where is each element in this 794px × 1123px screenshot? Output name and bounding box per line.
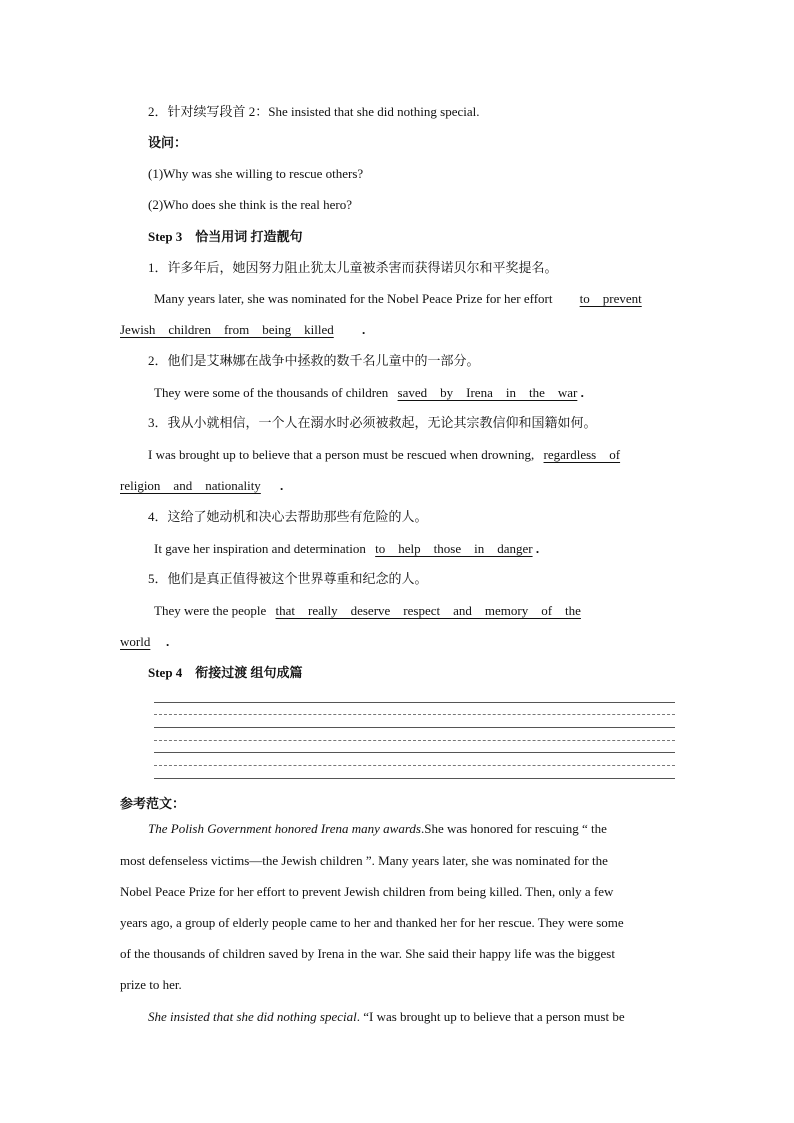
item3-end: . <box>280 478 284 493</box>
step4-title: Step 4 衔接过渡 组句成篇 <box>148 665 303 680</box>
item3-answer-line1: regardless of <box>543 447 621 462</box>
ref-p1-line5: of the thousands of children saved by Irena in the war. She said their happy life was the biggest <box>120 946 615 961</box>
ask-label: 设问： <box>148 135 188 150</box>
q2-heading: 2．针对续写段首 2：She insisted that she did nothing special. <box>148 104 480 119</box>
item1-cn: 1．许多年后，她因努力阻止犹太儿童被杀害而获得诺贝尔和平奖提名。 <box>148 260 558 275</box>
item1-prefix: Many years later, she was nominated for the Nobel Peace Prize for her effort <box>154 291 553 306</box>
question-1: (1)Why was she willing to rescue others? <box>148 166 364 181</box>
item1-answer-line2: Jewish children from being killed <box>120 322 334 337</box>
item5-prefix: They were the people <box>154 603 267 618</box>
ref-p1-line4: years ago, a group of elderly people came to her and thanked her for her rescue. They were some <box>120 915 624 930</box>
item2-en <box>120 384 709 402</box>
ref-p2-line1 <box>120 1008 703 1026</box>
ref-p1-italic: The Polish Government honored Irena many awards <box>148 821 421 836</box>
item3-answer-line2: religion and nationality <box>120 478 261 493</box>
writing-line-6 <box>154 765 675 766</box>
item4-prefix: It gave her inspiration and determination <box>154 541 366 556</box>
writing-line-4 <box>154 740 675 741</box>
ref-p1-line1-rest: .She was honored for rescuing “ the <box>420 821 607 836</box>
item5-end: . <box>166 634 170 649</box>
writing-line-1 <box>154 702 675 703</box>
item4-end: . <box>535 541 540 556</box>
step3-title: Step 3 恰当用词 打造靓句 <box>148 229 303 244</box>
question-2: (2)Who does she think is the real hero? <box>148 197 352 212</box>
item1-en <box>120 290 709 308</box>
ref-p1-line6: prize to her. <box>120 977 182 992</box>
item3-cn: 3．我从小就相信，一个人在溺水时必须被救起，无论其宗教信仰和国籍如何。 <box>148 415 597 430</box>
writing-line-5 <box>154 752 675 753</box>
item2-cn: 2．他们是艾琳娜在战争中拯救的数千名儿童中的一部分。 <box>148 353 480 368</box>
item2-prefix: They were some of the thousands of children <box>154 385 389 400</box>
item2-answer: saved by Irena in the war <box>397 385 578 400</box>
writing-line-2 <box>154 714 675 715</box>
ref-p2-italic: She insisted that she did nothing special <box>148 1009 357 1024</box>
item1-end: . <box>362 322 366 337</box>
item2-end: . <box>580 385 584 400</box>
item3-en-cont <box>120 477 675 495</box>
item1-en-cont <box>120 321 675 339</box>
ref-p1-line1 <box>120 820 703 838</box>
item5-cn: 5．他们是真正值得被这个世界尊重和纪念的人。 <box>148 571 428 586</box>
writing-line-7 <box>154 778 675 779</box>
ref-p1-line3: Nobel Peace Prize for her effort to prevent Jewish children from being killed. Then, only a few <box>120 884 614 899</box>
item4-cn: 4．这给了她动机和决心去帮助那些有危险的人。 <box>148 509 428 524</box>
ref-p2-rest: . “I was brought up to believe that a person must be <box>356 1009 625 1024</box>
item4-en <box>120 540 709 558</box>
item3-prefix: I was brought up to believe that a person must be rescued when drowning, <box>148 447 535 462</box>
item5-en <box>120 602 709 620</box>
writing-line-3 <box>154 727 675 728</box>
item5-answer-line1: that really deserve respect and memory of the <box>275 603 581 618</box>
item5-en-cont <box>120 633 675 651</box>
ref-p1-line2: most defenseless victims—the Jewish children ”. Many years later, she was nominated for the <box>120 853 608 868</box>
item4-answer: to help those in danger <box>375 541 533 556</box>
item1-answer-line1: to prevent <box>579 291 642 306</box>
item3-en <box>120 446 703 464</box>
reference-label: 参考范文： <box>120 796 186 811</box>
item5-answer-line2: world <box>120 634 151 649</box>
